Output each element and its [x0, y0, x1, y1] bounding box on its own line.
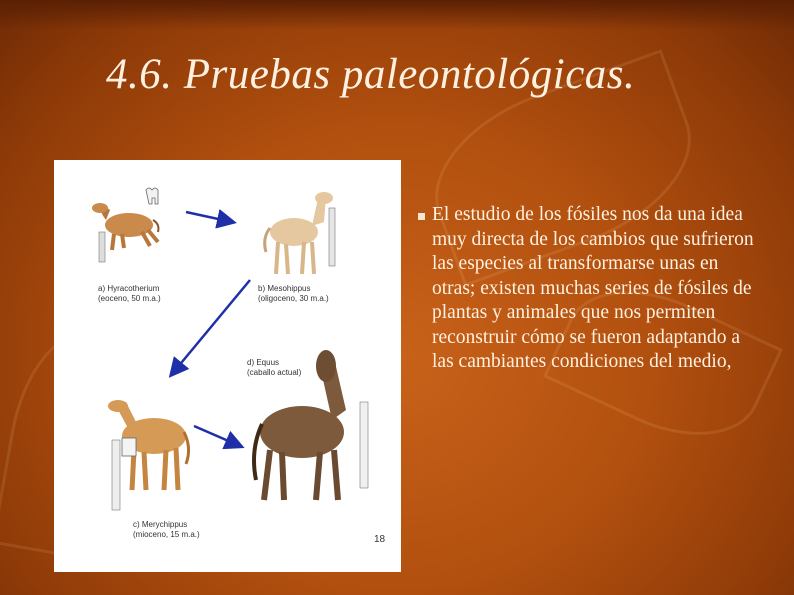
- arrow-a-to-b: [186, 212, 232, 222]
- horse-evolution-illustration: [54, 160, 401, 572]
- arrow-b-to-c: [172, 280, 250, 374]
- top-shadow-band: [0, 0, 794, 30]
- figure-page-number: 18: [374, 534, 386, 545]
- arrow-c-to-d: [194, 426, 240, 446]
- mesohippus-drawing: [265, 192, 333, 274]
- horse-evolution-figure: [54, 160, 401, 572]
- caption-equus: d) Equus (caballo actual): [247, 358, 302, 377]
- caption-mesohippus: b) Mesohippus (oligoceno, 30 m.a.): [258, 284, 329, 303]
- bullet-marker: [418, 213, 425, 220]
- bullet-text: El estudio de los fósiles nos da una idea muy directa de los cambios que sufrieron las especies al transformarse unas en otras; existen muchas series de fósiles de plantas y animales que nos permiten reconstruir cómo se fueron adaptando a las cambiantes condiciones del medio,: [432, 204, 754, 372]
- caption-merychippus: c) Merychippus (mioceno, 15 m.a.): [133, 520, 200, 539]
- slide-title: 4.6. Pruebas paleontológicas.: [106, 51, 636, 98]
- caption-hyracotherium: a) Hyracotherium (eoceno, 50 m.a.): [98, 284, 161, 303]
